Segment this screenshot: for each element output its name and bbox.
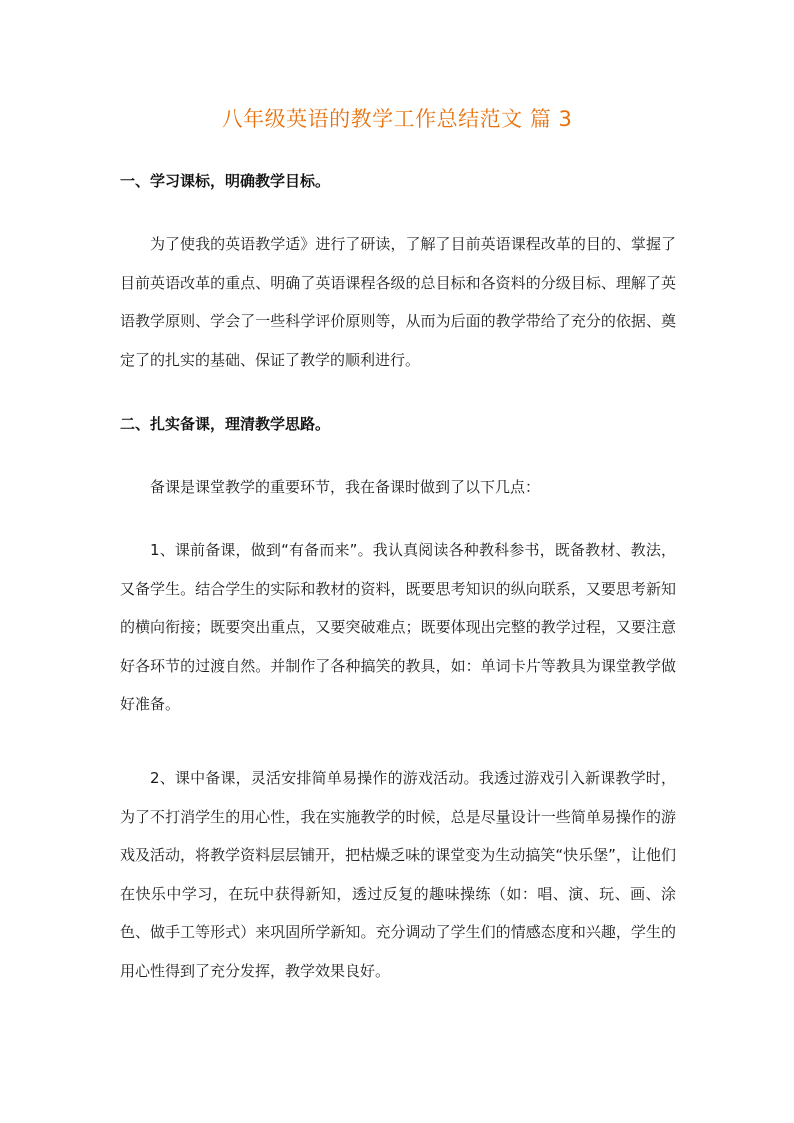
- section-heading-2: 二、扎实备课，理清教学思路。: [120, 415, 331, 433]
- document-title: 八年级英语的教学工作总结范文 篇 3: [221, 107, 573, 131]
- section-1-paragraph-1: 为了使我的英语教学适》进行了研读，了解了目前英语课程改革的目的、掌握了目前英语改革的重点、明确了英语课程各级的总目标和各资料的分级目标、理解了英语教学原则、学会了一些科学评价原则等，从而为后面的教学带给了充分的依据、奠定了的扎实的基础、保证了教学的顺利进行。: [120, 235, 676, 369]
- section-2-paragraph-2: 1、课前备课，做到“有备而来”。我认真阅读各种教科参书，既备教材、教法，又备学生。结合学生的实际和教材的资料，既要思考知识的纵向联系，又要思考新知的横向衔接；既要突出重点，又要突破难点；既要体现出完整的教学过程，又要注意好各环节的过渡自然。并制作了各种搞笑的教具，如：单词卡片等教具为课堂教学做好准备。: [120, 541, 676, 713]
- section-heading-1: 一、学习课标，明确教学目标。: [120, 172, 331, 190]
- section-2-paragraph-3: 2、课中备课，灵活安排简单易操作的游戏活动。我透过游戏引入新课教学时，为了不打消学生的用心性，我在实施教学的时候，总是尽量设计一些简单易操作的游戏及活动，将教学资料层层铺开，把枯燥乏味的课堂变为生动搞笑“快乐堡”，让他们在快乐中学习，在玩中获得新知，透过反复的趣味操练（如：唱、演、玩、画、涂色、做手工等形式）来巩固所学新知。充分调动了学生们的情感态度和兴趣，学生的用心性得到了充分发挥，教学效果良好。: [120, 769, 676, 980]
- section-2-paragraph-1: 备课是课堂教学的重要环节，我在备课时做到了以下几点：: [150, 478, 541, 496]
